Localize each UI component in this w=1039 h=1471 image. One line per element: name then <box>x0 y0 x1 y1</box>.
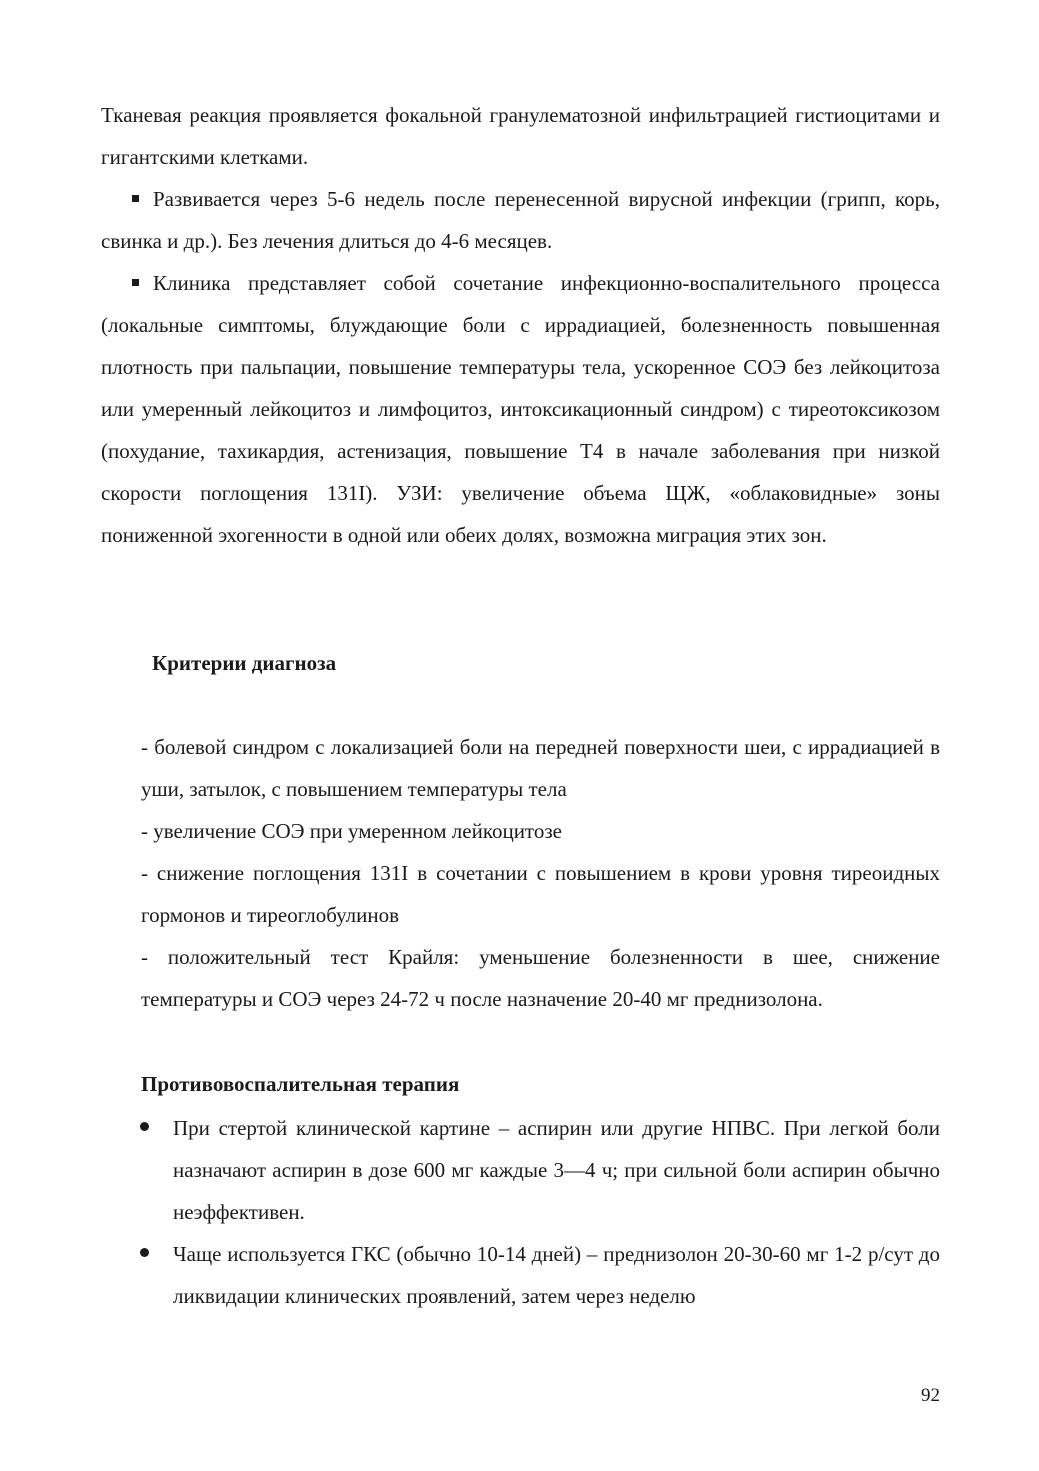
criteria-item: - увеличение СОЭ при умеренном лейкоцитозе <box>141 819 562 843</box>
criteria-item: - болевой синдром с локализацией боли на передней поверхности шеи, с иррадиацией в уши, затылок, с повышением температуры тела <box>141 735 940 801</box>
square-bullet-text: Клиника представляет собой сочетание инфекционно-воспалительного процесса (локальные симптомы, блуждающие боли с иррадиацией, болезненность повышенная плотность при пальпации, повышение температуры тела, ускоренное СОЭ без лейкоцитоза или умеренный лейкоцитоз и лимфоцитоз, интоксикационный синдром) с тиреотоксикозом (похудание, тахикардия, астенизация, повышение Т4 в начале заболевания при низкой скорости поглощения 131I). УЗИ: увеличение объема ЩЖ, «облаковидные» зоны пониженной эхогенности в одной или обеих долях, возможна миграция этих зон. <box>101 271 940 547</box>
criteria-heading: Критерии диагноза <box>152 651 337 675</box>
intro-paragraph: Тканевая реакция проявляется фокальной гранулематозной инфильтрацией гистиоцитами и гигантскими клетками. <box>101 103 940 169</box>
therapy-heading: Противовоспалительная терапия <box>141 1072 460 1096</box>
therapy-list-item <box>173 1107 940 1233</box>
square-bullet-text: Развивается через 5-6 недель после перенесенной вирусной инфекции (грипп, корь, свинка и др.). Без лечения длиться до 4-6 месяцев. <box>101 187 940 253</box>
page-number: 92 <box>921 1385 940 1406</box>
square-bullet-icon <box>132 195 139 202</box>
bullet-dot-icon <box>140 1122 149 1131</box>
square-bullet-icon <box>132 279 139 286</box>
square-bullet-item <box>101 178 940 262</box>
criteria-item: - снижение поглощения 131I в сочетании с повышением в крови уровня тиреоидных гормонов и тиреоглобулинов <box>141 861 940 927</box>
criteria-item: - положительный тест Крайля: уменьшение болезненности в шее, снижение температуры и СОЭ через 24-72 ч после назначение 20-40 мг преднизолона. <box>141 945 940 1011</box>
bullet-dot-icon <box>140 1248 149 1257</box>
therapy-item-text: Чаще используется ГКС (обычно 10-14 дней) – преднизолон 20-30-60 мг 1-2 р/сут до ликвидации клинических проявлений, затем через неделю <box>173 1242 940 1308</box>
therapy-list-item <box>173 1233 940 1317</box>
therapy-item-text: При стертой клинической картине – аспирин или другие НПВС. При легкой боли назначают аспирин в дозе 600 мг каждые 3—4 ч; при сильной боли аспирин обычно неэффективен. <box>173 1116 940 1224</box>
square-bullet-item <box>101 262 940 556</box>
